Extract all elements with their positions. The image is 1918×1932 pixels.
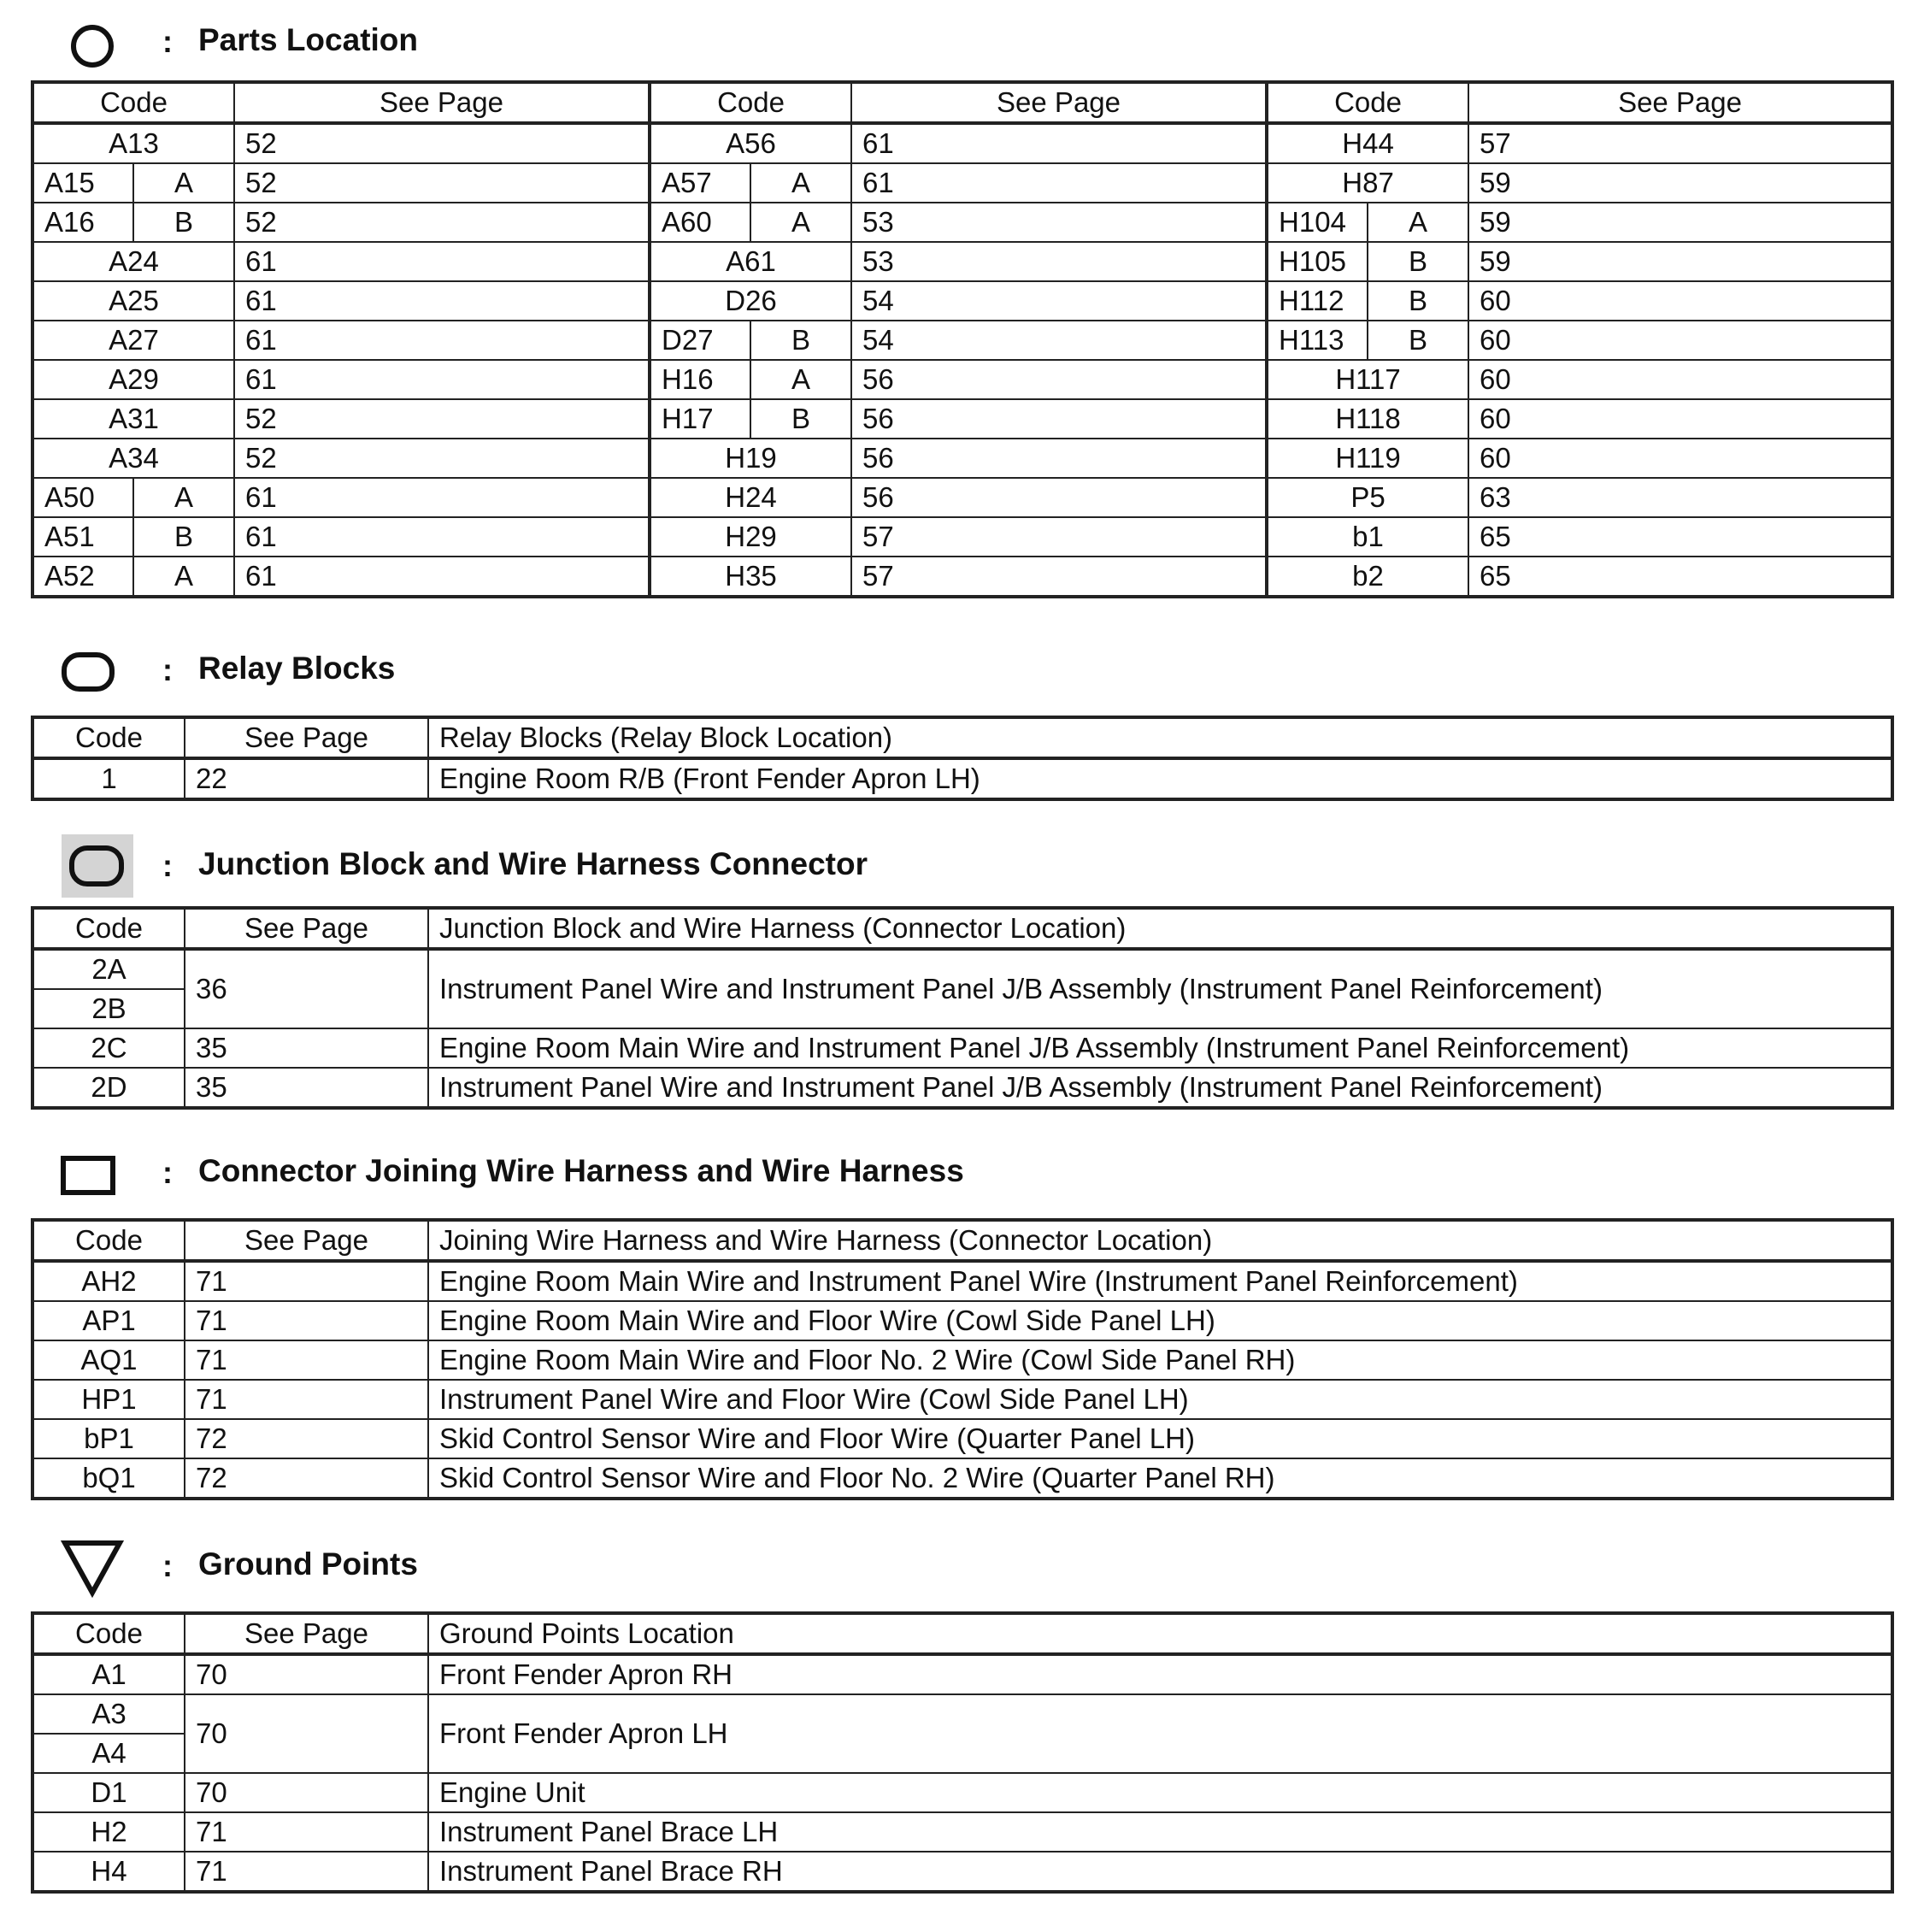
location-cell: Instrument Panel Brace RH — [428, 1852, 1892, 1892]
page-cell: 54 — [851, 281, 1267, 321]
code-cell: bP1 — [32, 1419, 185, 1458]
page-cell: 61 — [234, 478, 650, 517]
table-row — [32, 517, 1892, 557]
code-cell: b1 — [1267, 517, 1468, 557]
table-row — [32, 1419, 1892, 1458]
connector-joining-table — [31, 1218, 1894, 1500]
section-colon: : — [162, 848, 173, 883]
table-row — [32, 1654, 1892, 1694]
code-cell: P5 — [1267, 478, 1468, 517]
sub-code-cell: B — [1368, 281, 1468, 321]
code-cell: A50 — [32, 478, 133, 517]
page-cell: 65 — [1468, 517, 1892, 557]
section-colon: : — [162, 24, 173, 59]
code-cell: A13 — [32, 123, 234, 163]
code-cell: H4 — [32, 1852, 185, 1892]
page-cell: 60 — [1468, 399, 1892, 439]
rectangle-icon — [60, 1152, 120, 1199]
page-cell: 53 — [851, 242, 1267, 281]
header-see-page: See Page — [1468, 82, 1892, 123]
header-code: Code — [32, 82, 234, 123]
page-cell: 61 — [234, 557, 650, 597]
code-cell: H105 — [1267, 242, 1368, 281]
page-cell: 65 — [1468, 557, 1892, 597]
sub-code-cell: A — [750, 203, 851, 242]
code-cell: H113 — [1267, 321, 1368, 360]
header-location: Junction Block and Wire Harness (Connector Location) — [428, 908, 1892, 949]
page-cell: 36 — [185, 949, 428, 1028]
ground-points-heading — [31, 1541, 1891, 1593]
code-cell: H35 — [650, 557, 851, 597]
code-cell: A57 — [650, 163, 750, 203]
page-cell: 57 — [1468, 123, 1892, 163]
page-cell: 61 — [234, 517, 650, 557]
header-see-page: See Page — [185, 1220, 428, 1261]
code-cell: A16 — [32, 203, 133, 242]
location-cell: Instrument Panel Wire and Instrument Panel J/B Assembly (Instrument Panel Reinforcement) — [428, 949, 1892, 1028]
page-cell: 61 — [851, 163, 1267, 203]
sub-code-cell: A — [750, 360, 851, 399]
page-cell: 60 — [1468, 360, 1892, 399]
shaded-rounded-rectangle-icon — [62, 834, 133, 898]
header-see-page: See Page — [185, 717, 428, 758]
page-cell: 59 — [1468, 163, 1892, 203]
table-row — [32, 1812, 1892, 1852]
code-cell: H2 — [32, 1812, 185, 1852]
page-cell: 71 — [185, 1852, 428, 1892]
location-cell: Engine Room Main Wire and Instrument Panel J/B Assembly (Instrument Panel Reinforcement) — [428, 1028, 1892, 1068]
code-cell: 2C — [32, 1028, 185, 1068]
code-cell: A4 — [32, 1734, 185, 1773]
table-header-row — [32, 1613, 1892, 1654]
header-code: Code — [32, 717, 185, 758]
page-cell: 57 — [851, 517, 1267, 557]
sub-code-cell: A — [1368, 203, 1468, 242]
table-row — [32, 163, 1892, 203]
code-cell: A29 — [32, 360, 234, 399]
page-cell: 56 — [851, 439, 1267, 478]
code-cell: D1 — [32, 1773, 185, 1812]
connector-joining-heading — [31, 1148, 1891, 1199]
location-cell: Engine Room Main Wire and Floor Wire (Cowl Side Panel LH) — [428, 1301, 1892, 1340]
location-cell: Engine Unit — [428, 1773, 1892, 1812]
page-cell: 59 — [1468, 242, 1892, 281]
section-title: Junction Block and Wire Harness Connector — [198, 846, 868, 881]
sub-code-cell: A — [133, 478, 234, 517]
location-cell: Engine Room R/B (Front Fender Apron LH) — [428, 758, 1892, 799]
table-row — [32, 1068, 1892, 1108]
header-code: Code — [1267, 82, 1468, 123]
page-cell: 52 — [234, 399, 650, 439]
code-cell: D27 — [650, 321, 750, 360]
triangle-down-icon — [60, 1538, 128, 1598]
code-cell: H87 — [1267, 163, 1468, 203]
section-colon: : — [162, 1548, 173, 1583]
circle-icon — [68, 22, 116, 70]
header-see-page: See Page — [234, 82, 650, 123]
code-cell: A61 — [650, 242, 851, 281]
location-cell: Front Fender Apron RH — [428, 1654, 1892, 1694]
section-title: Parts Location — [198, 22, 418, 57]
page-cell: 71 — [185, 1812, 428, 1852]
table-row — [32, 1380, 1892, 1419]
page-cell: 60 — [1468, 439, 1892, 478]
code-cell: A1 — [32, 1654, 185, 1694]
code-cell: H118 — [1267, 399, 1468, 439]
table-row — [32, 1852, 1892, 1892]
code-cell: b2 — [1267, 557, 1468, 597]
code-cell: AH2 — [32, 1261, 185, 1301]
code-cell: A52 — [32, 557, 133, 597]
table-row — [32, 203, 1892, 242]
sub-code-cell: A — [133, 557, 234, 597]
code-cell: AP1 — [32, 1301, 185, 1340]
code-cell: A27 — [32, 321, 234, 360]
sub-code-cell: B — [750, 321, 851, 360]
code-cell: H24 — [650, 478, 851, 517]
page-cell: 72 — [185, 1458, 428, 1499]
table-row — [32, 360, 1892, 399]
page-cell: 52 — [234, 123, 650, 163]
page-cell: 59 — [1468, 203, 1892, 242]
code-cell: D26 — [650, 281, 851, 321]
section-colon: : — [162, 652, 173, 687]
table-row — [32, 281, 1892, 321]
table-row — [32, 439, 1892, 478]
page-cell: 71 — [185, 1301, 428, 1340]
table-row — [32, 1694, 1892, 1734]
table-row — [32, 1340, 1892, 1380]
page-cell: 22 — [185, 758, 428, 799]
location-cell: Front Fender Apron LH — [428, 1694, 1892, 1773]
page-cell: 52 — [234, 439, 650, 478]
page-cell: 54 — [851, 321, 1267, 360]
code-cell: A60 — [650, 203, 750, 242]
location-cell: Instrument Panel Brace LH — [428, 1812, 1892, 1852]
section-title: Relay Blocks — [198, 651, 396, 686]
table-header-row — [32, 82, 1892, 123]
code-cell: A3 — [32, 1694, 185, 1734]
page-cell: 61 — [234, 321, 650, 360]
page-cell: 61 — [234, 242, 650, 281]
page-cell: 56 — [851, 478, 1267, 517]
page-cell: 35 — [185, 1068, 428, 1108]
code-cell: A56 — [650, 123, 851, 163]
sub-code-cell: B — [133, 203, 234, 242]
page-cell: 60 — [1468, 281, 1892, 321]
header-location: Relay Blocks (Relay Block Location) — [428, 717, 1892, 758]
page-cell: 61 — [851, 123, 1267, 163]
relay-blocks-table — [31, 716, 1894, 801]
page-cell: 71 — [185, 1261, 428, 1301]
header-code: Code — [650, 82, 851, 123]
table-row — [32, 1261, 1892, 1301]
sub-code-cell: B — [133, 517, 234, 557]
sub-code-cell: B — [1368, 242, 1468, 281]
section-colon: : — [162, 1155, 173, 1190]
header-code: Code — [32, 1220, 185, 1261]
code-cell: H117 — [1267, 360, 1468, 399]
page-cell: 70 — [185, 1654, 428, 1694]
page-cell: 61 — [234, 281, 650, 321]
table-row — [32, 478, 1892, 517]
table-row — [32, 1301, 1892, 1340]
code-cell: A31 — [32, 399, 234, 439]
page-cell: 56 — [851, 399, 1267, 439]
table-header-row — [32, 717, 1892, 758]
table-row — [32, 321, 1892, 360]
code-cell: 1 — [32, 758, 185, 799]
table-row — [32, 1773, 1892, 1812]
location-cell: Engine Room Main Wire and Instrument Panel Wire (Instrument Panel Reinforcement) — [428, 1261, 1892, 1301]
code-cell: 2D — [32, 1068, 185, 1108]
section-title: Connector Joining Wire Harness and Wire Harness — [198, 1153, 964, 1188]
page-cell: 61 — [234, 360, 650, 399]
rounded-rectangle-icon — [60, 649, 120, 697]
code-cell: H19 — [650, 439, 851, 478]
header-code: Code — [32, 1613, 185, 1654]
location-cell: Skid Control Sensor Wire and Floor Wire (Quarter Panel LH) — [428, 1419, 1892, 1458]
code-cell: 2A — [32, 949, 185, 989]
page-cell: 71 — [185, 1340, 428, 1380]
table-row — [32, 1458, 1892, 1499]
code-cell: bQ1 — [32, 1458, 185, 1499]
table-header-row — [32, 1220, 1892, 1261]
header-see-page: See Page — [185, 1613, 428, 1654]
code-cell: H112 — [1267, 281, 1368, 321]
page-cell: 52 — [234, 163, 650, 203]
table-header-row — [32, 908, 1892, 949]
code-cell: 2B — [32, 989, 185, 1028]
location-cell: Skid Control Sensor Wire and Floor No. 2 Wire (Quarter Panel RH) — [428, 1458, 1892, 1499]
page-cell: 52 — [234, 203, 650, 242]
parts-location-heading — [31, 17, 1891, 68]
header-location: Ground Points Location — [428, 1613, 1892, 1654]
location-cell: Instrument Panel Wire and Instrument Panel J/B Assembly (Instrument Panel Reinforcement) — [428, 1068, 1892, 1108]
page-cell: 56 — [851, 360, 1267, 399]
code-cell: H104 — [1267, 203, 1368, 242]
page-cell: 35 — [185, 1028, 428, 1068]
junction-block-table — [31, 906, 1894, 1110]
sub-code-cell: B — [750, 399, 851, 439]
page-cell: 63 — [1468, 478, 1892, 517]
header-see-page: See Page — [185, 908, 428, 949]
parts-location-table — [31, 80, 1894, 598]
location-cell: Engine Room Main Wire and Floor No. 2 Wire (Cowl Side Panel RH) — [428, 1340, 1892, 1380]
sub-code-cell: A — [133, 163, 234, 203]
relay-blocks-heading — [31, 645, 1891, 697]
ground-points-table — [31, 1611, 1894, 1894]
sub-code-cell: A — [750, 163, 851, 203]
table-row — [32, 399, 1892, 439]
page-cell: 53 — [851, 203, 1267, 242]
code-cell: A25 — [32, 281, 234, 321]
code-cell: AQ1 — [32, 1340, 185, 1380]
code-cell: H119 — [1267, 439, 1468, 478]
junction-block-heading — [31, 836, 1891, 887]
section-title: Ground Points — [198, 1546, 418, 1582]
code-cell: A34 — [32, 439, 234, 478]
code-cell: H17 — [650, 399, 750, 439]
sub-code-cell: B — [1368, 321, 1468, 360]
page-cell: 60 — [1468, 321, 1892, 360]
code-cell: A51 — [32, 517, 133, 557]
code-cell: A15 — [32, 163, 133, 203]
code-cell: A24 — [32, 242, 234, 281]
page-cell: 70 — [185, 1694, 428, 1773]
code-cell: H44 — [1267, 123, 1468, 163]
page-cell: 71 — [185, 1380, 428, 1419]
page-cell: 57 — [851, 557, 1267, 597]
location-cell: Instrument Panel Wire and Floor Wire (Cowl Side Panel LH) — [428, 1380, 1892, 1419]
table-row — [32, 242, 1892, 281]
code-cell: H29 — [650, 517, 851, 557]
code-cell: HP1 — [32, 1380, 185, 1419]
table-row — [32, 123, 1892, 163]
page-cell: 72 — [185, 1419, 428, 1458]
table-row — [32, 1028, 1892, 1068]
code-cell: H16 — [650, 360, 750, 399]
table-row — [32, 949, 1892, 989]
header-see-page: See Page — [851, 82, 1267, 123]
header-location: Joining Wire Harness and Wire Harness (Connector Location) — [428, 1220, 1892, 1261]
page-cell: 70 — [185, 1773, 428, 1812]
header-code: Code — [32, 908, 185, 949]
table-row — [32, 557, 1892, 597]
table-row — [32, 758, 1892, 799]
